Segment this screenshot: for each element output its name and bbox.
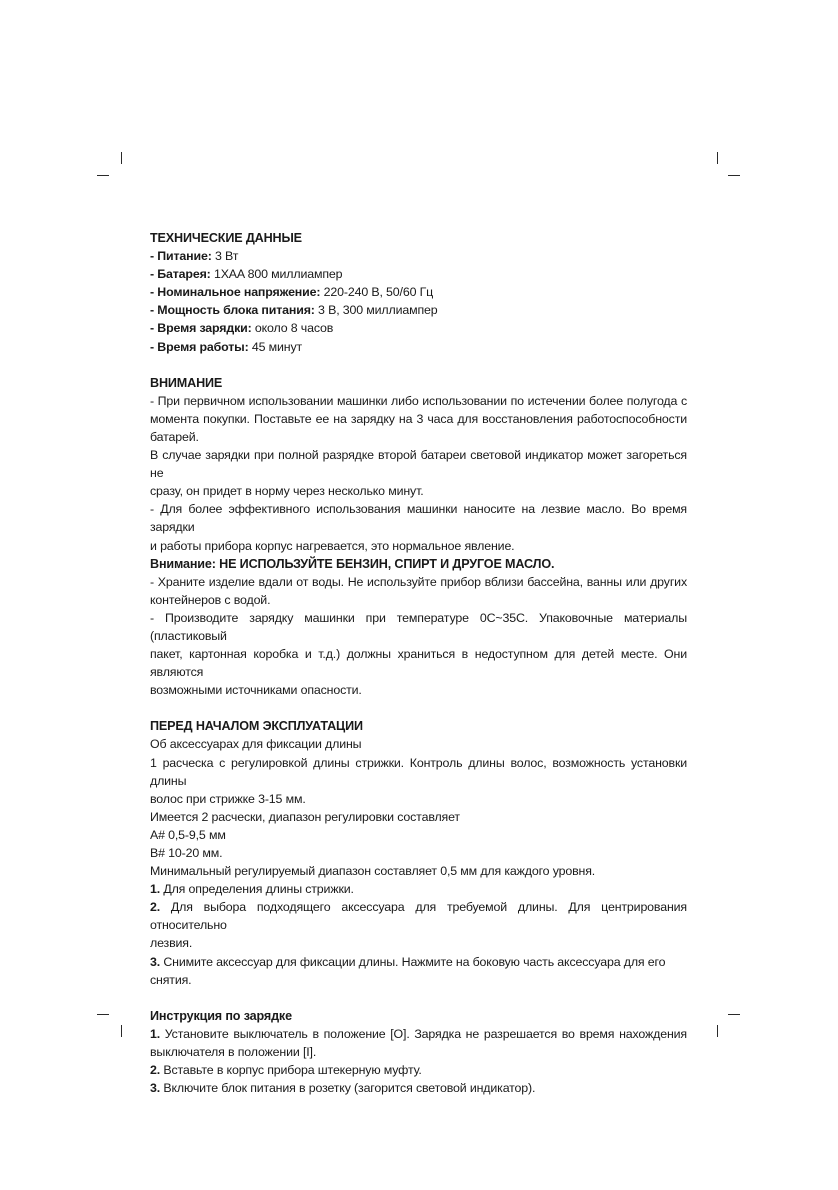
- spec-label: - Номинальное напряжение:: [150, 285, 321, 300]
- charging-section: [150, 1007, 687, 1097]
- step-text: Включите блок питания в розетку (загорится световой индикатор).: [160, 1081, 536, 1096]
- specs-section: [150, 229, 687, 356]
- crop-mark-bottom-left-horizontal: [97, 1014, 109, 1015]
- spec-label: - Батарея:: [150, 267, 211, 282]
- step-number: 1.: [150, 1026, 161, 1041]
- crop-mark-top-left-horizontal: [97, 175, 109, 176]
- spec-value: 45 минут: [248, 339, 303, 354]
- spec-item: [150, 283, 687, 301]
- crop-mark-bottom-left-vertical: [121, 1025, 122, 1037]
- before-use-heading: ПЕРЕД НАЧАЛОМ ЭКСПЛУАТАЦИИ: [150, 719, 363, 734]
- crop-mark-bottom-right-horizontal: [728, 1014, 740, 1015]
- crop-mark-top-right-vertical: [717, 152, 718, 164]
- paragraph-line: контейнеров с водой.: [150, 592, 271, 607]
- step-text: Для выбора подходящего аксессуара для требуемой длины. Для центрирования относительно: [150, 900, 687, 933]
- spec-item: [150, 265, 687, 283]
- step-text: Снимите аксессуар для фиксации длины. Нажмите на боковую часть аксессуара для его снятия.: [150, 954, 666, 987]
- numbered-step: [150, 1079, 687, 1097]
- step-number: 1.: [150, 882, 161, 897]
- step-number: 3.: [150, 1081, 161, 1096]
- paragraph-line: Минимальный регулируемый диапазон составляет 0,5 мм для каждого уровня.: [150, 864, 596, 879]
- paragraph-line: Имеется 2 расчески, диапазон регулировки составляет: [150, 809, 460, 824]
- paragraph-line: B# 10-20 мм.: [150, 846, 223, 860]
- spec-value: 220-240 В, 50/60 Гц: [320, 285, 434, 300]
- spec-label: - Питание:: [150, 249, 212, 264]
- spec-item: [150, 338, 687, 356]
- step-text: Вставьте в корпус прибора штекерную муфту.: [160, 1063, 422, 1078]
- spec-item: [150, 301, 687, 319]
- numbered-step: [150, 898, 687, 934]
- charging-heading: Инструкция по зарядке: [150, 1008, 292, 1023]
- numbered-step: [150, 1061, 687, 1079]
- crop-mark-top-right-horizontal: [728, 175, 740, 176]
- paragraph-line: - Производите зарядку машинки при температуре 0C~35C. Упаковочные материалы (пластиковый: [150, 610, 687, 643]
- attention-heading: ВНИМАНИЕ: [150, 375, 223, 390]
- paragraph-line: волос при стрижке 3-15 мм.: [150, 791, 306, 806]
- paragraph-line: возможными источниками опасности.: [150, 683, 362, 698]
- step-number: 3.: [150, 954, 161, 969]
- step-continuation: лезвия.: [150, 936, 193, 951]
- step-number: 2.: [150, 900, 161, 915]
- paragraph-line: пакет, картонная коробка и т.д.) должны храниться в недоступном для детей месте. Они являются: [150, 647, 687, 680]
- paragraph-line: - При первичном использовании машинки либо использовании по истечении более полугода с: [150, 393, 687, 408]
- numbered-step: [150, 953, 687, 989]
- spec-value: 3 Вт: [211, 249, 239, 264]
- numbered-step: [150, 880, 687, 898]
- step-continuation: выключателя в положении [I].: [150, 1044, 317, 1059]
- step-text: Для определения длины стрижки.: [160, 882, 354, 897]
- warning-text: Внимание: НЕ ИСПОЛЬЗУЙТЕ БЕНЗИН, СПИРТ И ДРУГОЕ МАСЛО.: [150, 556, 555, 571]
- crop-mark-top-left-vertical: [121, 152, 122, 164]
- paragraph-line: 1 расческа с регулировкой длины стрижки. Контроль длины волос, возможность установки длины: [150, 755, 687, 788]
- paragraph-line: Об аксессуарах для фиксации длины: [150, 737, 362, 752]
- spec-label: - Мощность блока питания:: [150, 303, 315, 318]
- before-use-section: [150, 717, 687, 988]
- paragraph-line: момента покупки. Поставьте ее на зарядку на 3 часа для восстановления работоспособности батарей.: [150, 411, 687, 444]
- crop-mark-bottom-right-vertical: [717, 1025, 718, 1037]
- spec-label: - Время работы:: [150, 339, 249, 354]
- spec-item: [150, 319, 687, 337]
- document-body: [150, 229, 687, 1097]
- attention-section: [150, 374, 687, 700]
- numbered-step: [150, 1025, 687, 1043]
- paragraph-line: В случае зарядки при полной разрядке второй батареи световой индикатор может загореться не: [150, 448, 687, 481]
- spec-value: 3 В, 300 миллиампер: [314, 303, 438, 318]
- paragraph-line: A# 0,5-9,5 мм: [150, 827, 226, 842]
- paragraph-line: сразу, он придет в норму через несколько минут.: [150, 484, 424, 499]
- paragraph-line: и работы прибора корпус нагревается, это нормальное явление.: [150, 538, 515, 553]
- step-text: Установите выключатель в положение [O]. Зарядка не разрешается во время нахождения: [160, 1026, 687, 1041]
- spec-label: - Время зарядки:: [150, 321, 252, 336]
- paragraph-line: - Для более эффективного использования машинки наносите на лезвие масло. Во время зарядки: [150, 502, 687, 535]
- spec-item: [150, 247, 687, 265]
- step-number: 2.: [150, 1063, 161, 1078]
- spec-value: 1XAA 800 миллиампер: [210, 267, 343, 282]
- paragraph-line: - Храните изделие вдали от воды. Не используйте прибор вблизи бассейна, ванны или других: [150, 574, 687, 589]
- specs-heading: ТЕХНИЧЕСКИЕ ДАННЫЕ: [150, 231, 302, 245]
- spec-value: около 8 часов: [251, 321, 334, 336]
